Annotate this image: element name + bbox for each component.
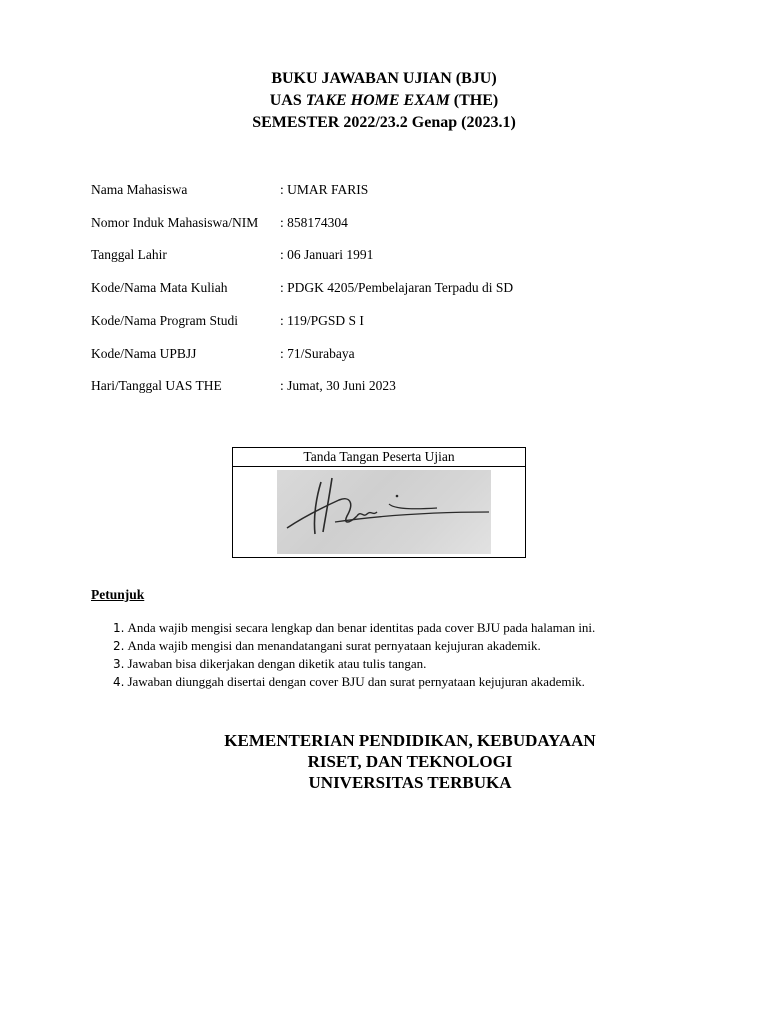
instruction-item [113, 673, 595, 691]
header-subtitle-suffix: (THE) [449, 92, 499, 109]
instruction-item [113, 619, 595, 637]
identity-value: : 119/PGSD S I [280, 313, 364, 328]
identity-label: Hari/Tanggal UAS THE [91, 378, 222, 393]
signature-box [232, 447, 526, 558]
instruction-text: Anda wajib mengisi dan menandatangani surat pernyataan kejujuran akademik. [127, 638, 541, 653]
identity-label: Kode/Nama UPBJJ [91, 346, 197, 361]
instruction-item [113, 655, 595, 673]
footer-ministry-cont: RISET, DAN TEKNOLOGI [307, 752, 513, 771]
header-semester: SEMESTER 2022/23.2 Genap (2023.1) [252, 114, 516, 131]
identity-label: Nama Mahasiswa [91, 182, 188, 197]
identity-label: Nomor Induk Mahasiswa/NIM [91, 215, 259, 230]
signature-image [277, 470, 491, 554]
footer-ministry: KEMENTERIAN PENDIDIKAN, KEBUDAYAAN [224, 731, 596, 750]
footer-university: UNIVERSITAS TERBUKA [308, 773, 512, 792]
identity-label: Kode/Nama Program Studi [91, 313, 238, 328]
instruction-list [113, 619, 595, 691]
instruction-item [113, 637, 595, 655]
instruction-number: 1. [113, 621, 125, 635]
petunjuk-heading: Petunjuk [91, 587, 145, 602]
identity-label: Tanggal Lahir [91, 247, 167, 262]
header-subtitle [0, 90, 768, 112]
instruction-text: Jawaban bisa dikerjakan dengan diketik atau tulis tangan. [127, 656, 427, 671]
identity-value: : 858174304 [280, 215, 348, 230]
handwritten-signature-icon [277, 470, 491, 554]
identity-value: : PDGK 4205/Pembelajaran Terpadu di SD [280, 280, 514, 295]
identity-label: Kode/Nama Mata Kuliah [91, 280, 228, 295]
instruction-number: 2. [113, 639, 125, 653]
header-title: BUKU JAWABAN UJIAN (BJU) [271, 70, 497, 87]
instruction-text: Anda wajib mengisi secara lengkap dan benar identitas pada cover BJU pada halaman ini. [127, 620, 596, 635]
institution-footer [26, 730, 768, 793]
document-header [0, 68, 768, 134]
instruction-number: 4. [113, 675, 125, 689]
header-subtitle-prefix: UAS [269, 92, 306, 109]
identity-value: : UMAR FARIS [280, 182, 369, 197]
instruction-text: Jawaban diunggah disertai dengan cover BJU dan surat pernyataan kejujuran akademik. [127, 674, 585, 689]
header-subtitle-italic: TAKE HOME EXAM [305, 92, 450, 109]
identity-value: : 71/Surabaya [280, 346, 355, 361]
identity-value: : Jumat, 30 Juni 2023 [280, 378, 396, 393]
instruction-number: 3. [113, 657, 125, 671]
signature-title: Tanda Tangan Peserta Ujian [233, 448, 525, 467]
identity-value: : 06 Januari 1991 [280, 247, 374, 262]
